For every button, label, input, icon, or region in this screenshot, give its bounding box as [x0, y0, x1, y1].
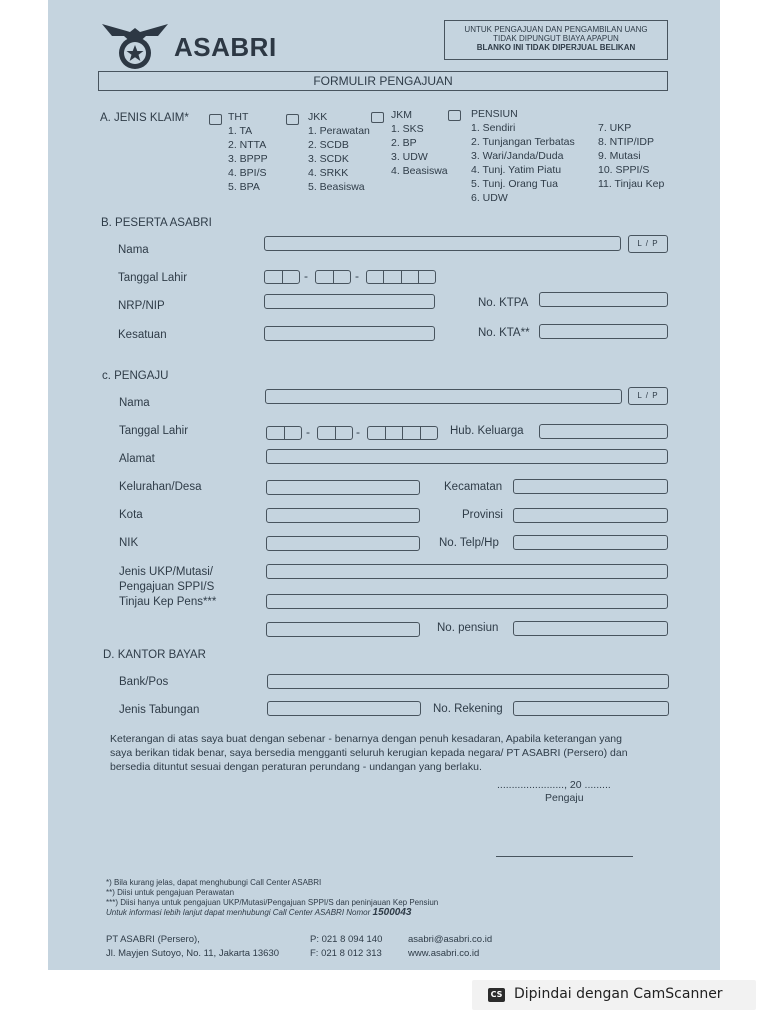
pensiun-checkbox[interactable] — [448, 110, 461, 121]
notice-line-1: UNTUK PENGAJUAN DAN PENGAMBILAN UANG — [464, 25, 648, 34]
pengaju-no-pensiun-field[interactable] — [513, 621, 668, 636]
list-item: 8. NTIP/IDP — [598, 136, 655, 148]
pengaju-lp-field[interactable]: L / P — [628, 387, 668, 405]
pengaju-tgl-month[interactable] — [317, 426, 353, 440]
list-item: 3. SCDK — [308, 153, 349, 165]
camscanner-watermark — [472, 980, 756, 1010]
peserta-kesatuan-field[interactable] — [264, 326, 435, 341]
peserta-lp-field[interactable]: L / P — [628, 235, 668, 253]
peserta-tgl-lahir-label: Tanggal Lahir — [118, 272, 188, 284]
peserta-kesatuan-label: Kesatuan — [118, 329, 167, 341]
list-item: 4. BPI/S — [228, 167, 267, 179]
company-name: PT ASABRI (Persero), — [106, 934, 200, 945]
pensiun-label: PENSIUN — [471, 108, 518, 120]
section-a-title: A. JENIS KLAIM* — [100, 112, 189, 124]
section-b-title: B. PESERTA ASABRI — [101, 217, 212, 229]
signature-date-line: ......................., 20 ......... — [497, 779, 611, 791]
peserta-nrp-field[interactable] — [264, 294, 435, 309]
pengaju-kelurahan-label: Kelurahan/Desa — [119, 481, 202, 493]
pengaju-kota-label: Kota — [119, 509, 143, 521]
list-item: 1. TA — [228, 125, 253, 137]
peserta-ktpa-label: No. KTPA — [478, 297, 529, 309]
list-item: 2. Tunjangan Terbatas — [471, 136, 575, 148]
pengaju-kecamatan-field[interactable] — [513, 479, 668, 494]
tht-checkbox[interactable] — [209, 114, 222, 125]
pengaju-tgl-lahir-label: Tanggal Lahir — [119, 425, 189, 437]
form-title-bar — [98, 71, 668, 91]
pengaju-jenis-field-2[interactable] — [266, 594, 668, 609]
jenis-tabungan-field[interactable] — [267, 701, 421, 716]
date-separator: - — [306, 425, 310, 439]
no-rekening-label: No. Rekening — [433, 703, 503, 715]
pengaju-telp-label: No. Telp/Hp — [439, 537, 499, 549]
pengaju-kota-field[interactable] — [266, 508, 420, 523]
date-separator: - — [355, 269, 359, 283]
peserta-nrp-label: NRP/NIP — [118, 300, 165, 312]
date-separator: - — [356, 425, 360, 439]
list-item: 3. BPPP — [228, 153, 268, 165]
peserta-tgl-month[interactable] — [315, 270, 351, 284]
peserta-nama-label: Nama — [118, 244, 149, 256]
list-item: 7. UKP — [598, 122, 632, 134]
date-separator: - — [304, 269, 308, 283]
list-item: 5. BPA — [228, 181, 260, 193]
peserta-tgl-year[interactable] — [366, 270, 436, 284]
list-item: 4. SRKK — [308, 167, 349, 179]
list-item: 2. SCDB — [308, 139, 349, 151]
list-item: 9. Mutasi — [598, 150, 641, 162]
pengaju-provinsi-field[interactable] — [513, 508, 668, 523]
section-c-title: c. PENGAJU — [102, 370, 169, 382]
pengaju-telp-field[interactable] — [513, 535, 668, 550]
section-d-title: D. KANTOR BAYAR — [103, 649, 206, 661]
pengaju-no-pensiun-label: No. pensiun — [437, 622, 499, 634]
footnote-4-text: Untuk informasi lebih lanjut dapat menhubungi Call Center ASABRI Nomor — [106, 908, 371, 917]
list-item: 5. Tunj. Orang Tua — [471, 178, 558, 190]
jkm-checkbox[interactable] — [371, 112, 384, 123]
signature-line — [496, 856, 633, 857]
form-paper — [48, 0, 720, 970]
email-address: asabri@asabri.co.id — [408, 934, 493, 945]
camscanner-text: Dipindai dengan CamScanner — [514, 986, 723, 1002]
peserta-ktpa-field[interactable] — [539, 292, 668, 307]
list-item: 1. Perawatan — [308, 125, 370, 137]
list-item: 2. NTTA — [228, 139, 267, 151]
list-item: 4. Beasiswa — [391, 165, 448, 177]
statement-text — [110, 732, 628, 774]
list-item: 5. Beasiswa — [308, 181, 365, 193]
jkk-checkbox[interactable] — [286, 114, 299, 125]
form-title: FORMULIR PENGAJUAN — [313, 74, 453, 88]
notice-line-3: BLANKO INI TIDAK DIPERJUAL BELIKAN — [476, 43, 636, 52]
pengaju-nama-field[interactable] — [265, 389, 622, 404]
pengaju-jenis-field-3[interactable] — [266, 622, 420, 637]
pengaju-tgl-day[interactable] — [266, 426, 302, 440]
statement-line-2: saya berikan tidak benar, saya bersedia mengganti seluruh kerugian kepada negara/ PT ASABRI (Persero) dan — [110, 747, 628, 759]
pengaju-jenis-label — [119, 565, 216, 610]
jenis-label-line-2: Pengajuan SPPI/S — [119, 581, 215, 593]
notice-line-2: TIDAK DIPUNGUT BIAYA APAPUN — [493, 34, 619, 43]
list-item: 11. Tinjau Kep — [598, 178, 665, 190]
list-item: 4. Tunj. Yatim Piatu — [471, 164, 562, 176]
logo-text: ASABRI — [174, 32, 277, 62]
list-item: 1. Sendiri — [471, 122, 516, 134]
jenis-label-line-3: Tinjau Kep Pens*** — [119, 596, 217, 608]
footnote-3: ***) Diisi hanya untuk pengajuan UKP/Mutasi/Pengajuan SPPI/S dan peninjauan Kep Pensiun — [106, 898, 439, 907]
list-item: 1. SKS — [391, 123, 424, 135]
pengaju-alamat-field[interactable] — [266, 449, 668, 464]
contact-phone — [310, 933, 382, 961]
camscanner-logo-icon: CS — [488, 988, 505, 1002]
signature-role: Pengaju — [545, 792, 584, 804]
tht-label: THT — [228, 111, 249, 123]
pengaju-hub-keluarga-field[interactable] — [539, 424, 668, 439]
pengaju-jenis-field-1[interactable] — [266, 564, 668, 579]
statement-line-3: bersedia dituntut sesuai dengan peraturan perundang - undangan yang berlaku. — [110, 761, 482, 773]
footnote-4 — [106, 908, 438, 918]
no-rekening-field[interactable] — [513, 701, 669, 716]
footnote-1: *) Bila kurang jelas, dapat menghubungi Call Center ASABRI — [106, 878, 322, 887]
contact-company — [106, 933, 279, 961]
peserta-nama-field[interactable] — [264, 236, 621, 251]
jkk-label: JKK — [308, 111, 328, 123]
bank-field[interactable] — [267, 674, 669, 689]
pensiun-list — [471, 121, 575, 205]
pengaju-nama-label: Nama — [119, 397, 150, 409]
pensiun-list-2 — [598, 121, 664, 191]
pengaju-nik-label: NIK — [119, 537, 139, 549]
pengaju-kecamatan-label: Kecamatan — [444, 481, 503, 493]
phone-number: P: 021 8 094 140 — [310, 934, 383, 945]
asabri-logo — [100, 20, 290, 74]
website: www.asabri.co.id — [408, 948, 480, 959]
jkm-list — [391, 122, 448, 178]
asabri-emblem-icon — [100, 20, 170, 72]
fax-number: F: 021 8 012 313 — [310, 948, 382, 959]
jkm-label: JKM — [391, 109, 412, 121]
footnotes — [106, 878, 438, 918]
company-address: Jl. Mayjen Sutoyo, No. 11, Jakarta 13630 — [106, 948, 280, 959]
footnote-2: **) Diisi untuk pengajuan Perawatan — [106, 888, 235, 897]
pengaju-tgl-year[interactable] — [367, 426, 438, 440]
call-center-number: 1500043 — [372, 907, 412, 918]
list-item: 3. UDW — [391, 151, 428, 163]
bank-label: Bank/Pos — [119, 676, 169, 688]
peserta-kta-label: No. KTA** — [478, 327, 530, 339]
list-item: 2. BP — [391, 137, 417, 149]
pengaju-kelurahan-field[interactable] — [266, 480, 420, 495]
statement-line-1: Keterangan di atas saya buat dengan sebenar - benarnya dengan penuh kesadaran, Apabila keterangan yang — [110, 733, 622, 745]
pengaju-alamat-label: Alamat — [119, 453, 155, 465]
pengaju-hub-keluarga-label: Hub. Keluarga — [450, 425, 524, 437]
peserta-kta-field[interactable] — [539, 324, 668, 339]
notice-box — [444, 20, 668, 60]
list-item: 3. Wari/Janda/Duda — [471, 150, 564, 162]
peserta-tgl-day[interactable] — [264, 270, 300, 284]
pengaju-nik-field[interactable] — [266, 536, 420, 551]
list-item: 6. UDW — [471, 192, 508, 204]
jkk-list — [308, 124, 370, 194]
contact-web — [408, 933, 492, 961]
pengaju-provinsi-label: Provinsi — [462, 509, 503, 521]
jenis-tabungan-label: Jenis Tabungan — [119, 704, 200, 716]
list-item: 10. SPPI/S — [598, 164, 650, 176]
jenis-label-line-1: Jenis UKP/Mutasi/ — [119, 566, 213, 578]
tht-list — [228, 124, 268, 194]
